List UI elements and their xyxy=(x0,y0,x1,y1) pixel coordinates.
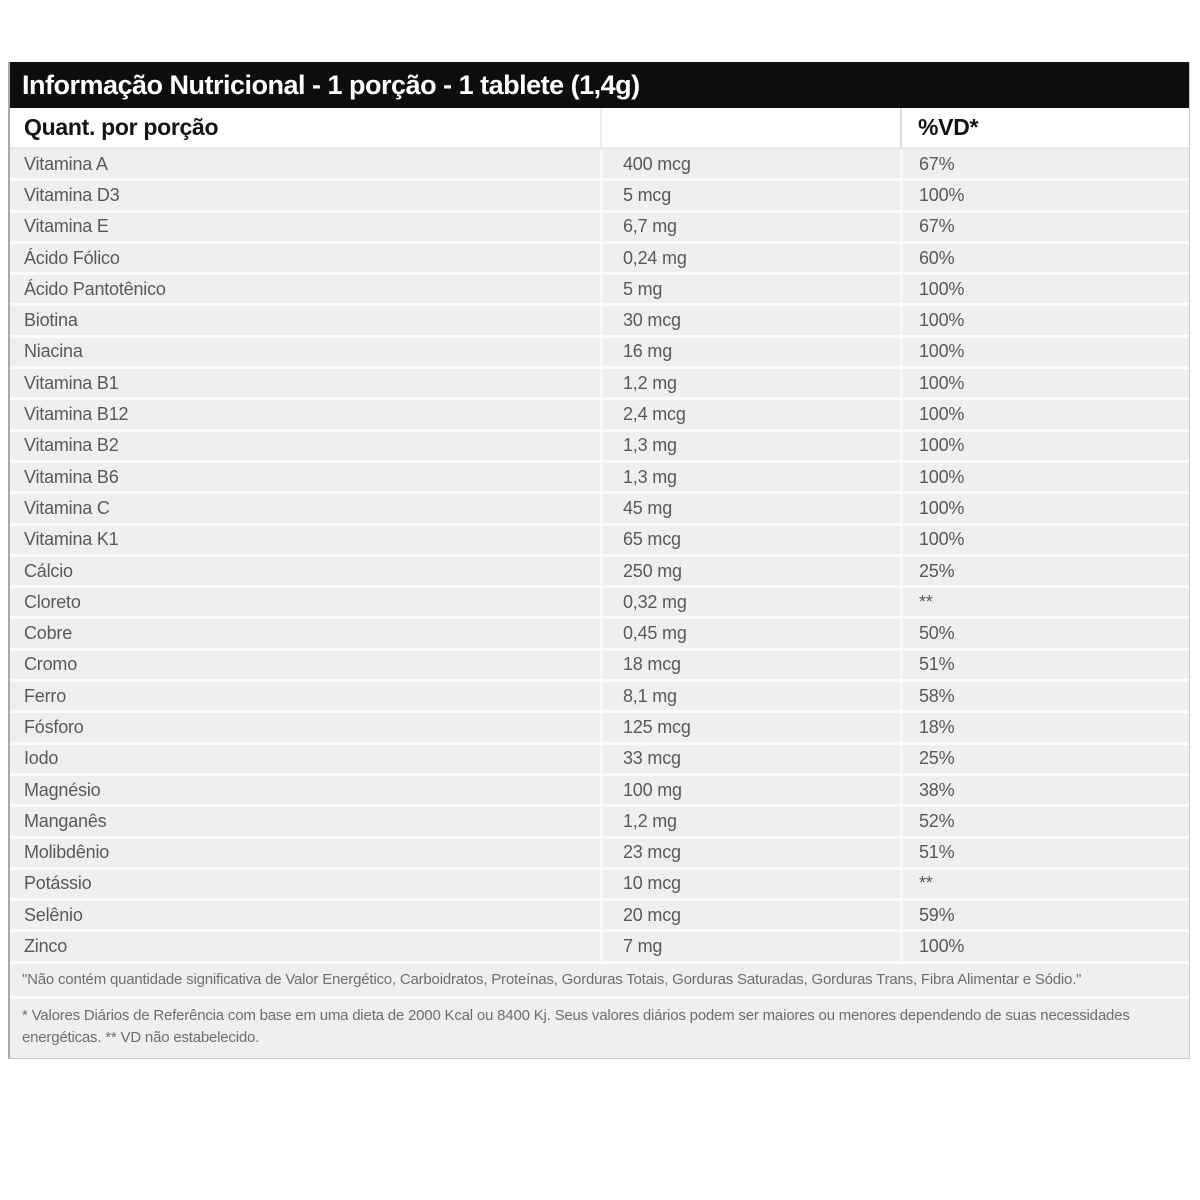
quantity-cell: 1,2 mg xyxy=(600,807,900,835)
quantity-cell: 100 mg xyxy=(600,776,900,804)
quantity-cell: 1,2 mg xyxy=(600,369,900,397)
table-row xyxy=(10,901,1189,932)
header-quantity-column-spacer xyxy=(600,108,900,147)
quantity-cell: 65 mcg xyxy=(600,526,900,554)
nutrient-name-cell: Ferro xyxy=(24,685,67,706)
nutrient-name-cell: Vitamina E xyxy=(24,216,109,237)
nutrient-name-cell: Cobre xyxy=(24,623,73,644)
percent-dv-cell: 58% xyxy=(900,682,1189,710)
table-row xyxy=(10,713,1189,744)
header-quantity-per-serving: Quant. por porção xyxy=(24,114,219,140)
nutrient-name-cell: Ácido Pantotênico xyxy=(24,278,166,299)
quantity-cell: 16 mg xyxy=(600,338,900,366)
percent-dv-cell: 25% xyxy=(900,557,1189,585)
percent-dv-cell: 59% xyxy=(900,901,1189,929)
percent-dv-cell: 100% xyxy=(900,932,1189,960)
nutrient-name-cell: Manganês xyxy=(24,810,107,831)
table-row xyxy=(10,870,1189,901)
quantity-cell: 400 mcg xyxy=(600,150,900,178)
table-row xyxy=(10,557,1189,588)
nutrient-name-cell: Selênio xyxy=(24,904,83,925)
table-row xyxy=(10,400,1189,431)
table-row xyxy=(10,463,1189,494)
percent-dv-cell: 100% xyxy=(900,400,1189,428)
percent-dv-cell: 67% xyxy=(900,150,1189,178)
nutrient-name-cell: Vitamina K1 xyxy=(24,529,119,550)
table-header-row xyxy=(10,108,1189,150)
quantity-cell: 7 mg xyxy=(600,932,900,960)
quantity-cell: 250 mg xyxy=(600,557,900,585)
nutrient-name-cell: Molibdênio xyxy=(24,842,110,863)
table-row xyxy=(10,213,1189,244)
nutrient-name-cell: Vitamina B6 xyxy=(24,466,119,487)
nutrient-name-cell: Vitamina A xyxy=(24,153,108,174)
nutrient-name-cell: Biotina xyxy=(24,310,78,331)
percent-dv-cell: 18% xyxy=(900,713,1189,741)
percent-dv-cell: 25% xyxy=(900,745,1189,773)
quantity-cell: 1,3 mg xyxy=(600,432,900,460)
percent-dv-cell: 51% xyxy=(900,651,1189,679)
table-row xyxy=(10,839,1189,870)
percent-dv-cell: 51% xyxy=(900,839,1189,867)
percent-dv-cell: 100% xyxy=(900,275,1189,303)
table-row xyxy=(10,181,1189,212)
nutrient-name-cell: Vitamina B12 xyxy=(24,404,129,425)
nutrient-name-cell: Iodo xyxy=(24,748,59,769)
quantity-cell: 0,32 mg xyxy=(600,588,900,616)
percent-dv-cell: 60% xyxy=(900,244,1189,272)
percent-dv-cell: 50% xyxy=(900,619,1189,647)
quantity-cell: 10 mcg xyxy=(600,870,900,898)
percent-dv-cell: 100% xyxy=(900,463,1189,491)
nutrient-name-cell: Potássio xyxy=(24,873,92,894)
percent-dv-cell: 100% xyxy=(900,369,1189,397)
table-row xyxy=(10,682,1189,713)
nutrient-name-cell: Zinco xyxy=(24,936,68,957)
table-row xyxy=(10,651,1189,682)
table-row xyxy=(10,526,1189,557)
quantity-cell: 0,45 mg xyxy=(600,619,900,647)
percent-dv-cell: 100% xyxy=(900,181,1189,209)
quantity-cell: 23 mcg xyxy=(600,839,900,867)
table-row xyxy=(10,619,1189,650)
table-row xyxy=(10,150,1189,181)
percent-dv-cell: 52% xyxy=(900,807,1189,835)
percent-dv-cell: ** xyxy=(900,588,1189,616)
header-percent-dv: %VD* xyxy=(900,108,1189,147)
percent-dv-cell: 100% xyxy=(900,526,1189,554)
nutrient-name-cell: Vitamina C xyxy=(24,497,110,518)
table-row xyxy=(10,369,1189,400)
quantity-cell: 8,1 mg xyxy=(600,682,900,710)
quantity-cell: 1,3 mg xyxy=(600,463,900,491)
percent-dv-cell: 67% xyxy=(900,213,1189,241)
table-row xyxy=(10,588,1189,619)
quantity-cell: 0,24 mg xyxy=(600,244,900,272)
table-row xyxy=(10,776,1189,807)
table-row xyxy=(10,306,1189,337)
nutrient-name-cell: Vitamina B2 xyxy=(24,435,119,456)
footnote-daily-values-reference: * Valores Diários de Referência com base em uma dieta de 2000 Kcal ou 8400 Kj. Seus valores diários podem ser maiores ou menores dependendo de suas necessidades energéticas. ** VD não estabelecido. xyxy=(10,999,1189,1058)
footnote-no-significant-amounts: "Não contém quantidade significativa de Valor Energético, Carboidratos, Proteínas, Gorduras Totais, Gorduras Saturadas, Gorduras Trans, Fibra Alimentar e Sódio." xyxy=(10,964,1189,999)
percent-dv-cell: 100% xyxy=(900,432,1189,460)
quantity-cell: 20 mcg xyxy=(600,901,900,929)
percent-dv-cell: ** xyxy=(900,870,1189,898)
table-row xyxy=(10,807,1189,838)
nutrient-name-cell: Cálcio xyxy=(24,560,73,581)
quantity-cell: 5 mg xyxy=(600,275,900,303)
table-row xyxy=(10,244,1189,275)
nutrient-name-cell: Cromo xyxy=(24,654,78,675)
nutrient-name-cell: Magnésio xyxy=(24,779,101,800)
table-row xyxy=(10,338,1189,369)
nutrition-table xyxy=(8,62,1190,1059)
quantity-cell: 125 mcg xyxy=(600,713,900,741)
table-row xyxy=(10,275,1189,306)
quantity-cell: 2,4 mcg xyxy=(600,400,900,428)
nutrient-name-cell: Ácido Fólico xyxy=(24,247,120,268)
nutrient-name-cell: Fósforo xyxy=(24,716,84,737)
quantity-cell: 5 mcg xyxy=(600,181,900,209)
nutrient-name-cell: Vitamina D3 xyxy=(24,184,120,205)
table-body xyxy=(10,150,1189,964)
nutrient-name-cell: Niacina xyxy=(24,341,83,362)
percent-dv-cell: 100% xyxy=(900,494,1189,522)
percent-dv-cell: 38% xyxy=(900,776,1189,804)
percent-dv-cell: 100% xyxy=(900,338,1189,366)
quantity-cell: 30 mcg xyxy=(600,306,900,334)
table-row xyxy=(10,494,1189,525)
quantity-cell: 18 mcg xyxy=(600,651,900,679)
nutrient-name-cell: Cloreto xyxy=(24,591,81,612)
quantity-cell: 33 mcg xyxy=(600,745,900,773)
table-row xyxy=(10,432,1189,463)
table-row xyxy=(10,932,1189,963)
quantity-cell: 45 mg xyxy=(600,494,900,522)
percent-dv-cell: 100% xyxy=(900,306,1189,334)
table-title: Informação Nutricional - 1 porção - 1 tablete (1,4g) xyxy=(10,62,1189,108)
quantity-cell: 6,7 mg xyxy=(600,213,900,241)
nutrient-name-cell: Vitamina B1 xyxy=(24,372,119,393)
table-row xyxy=(10,745,1189,776)
